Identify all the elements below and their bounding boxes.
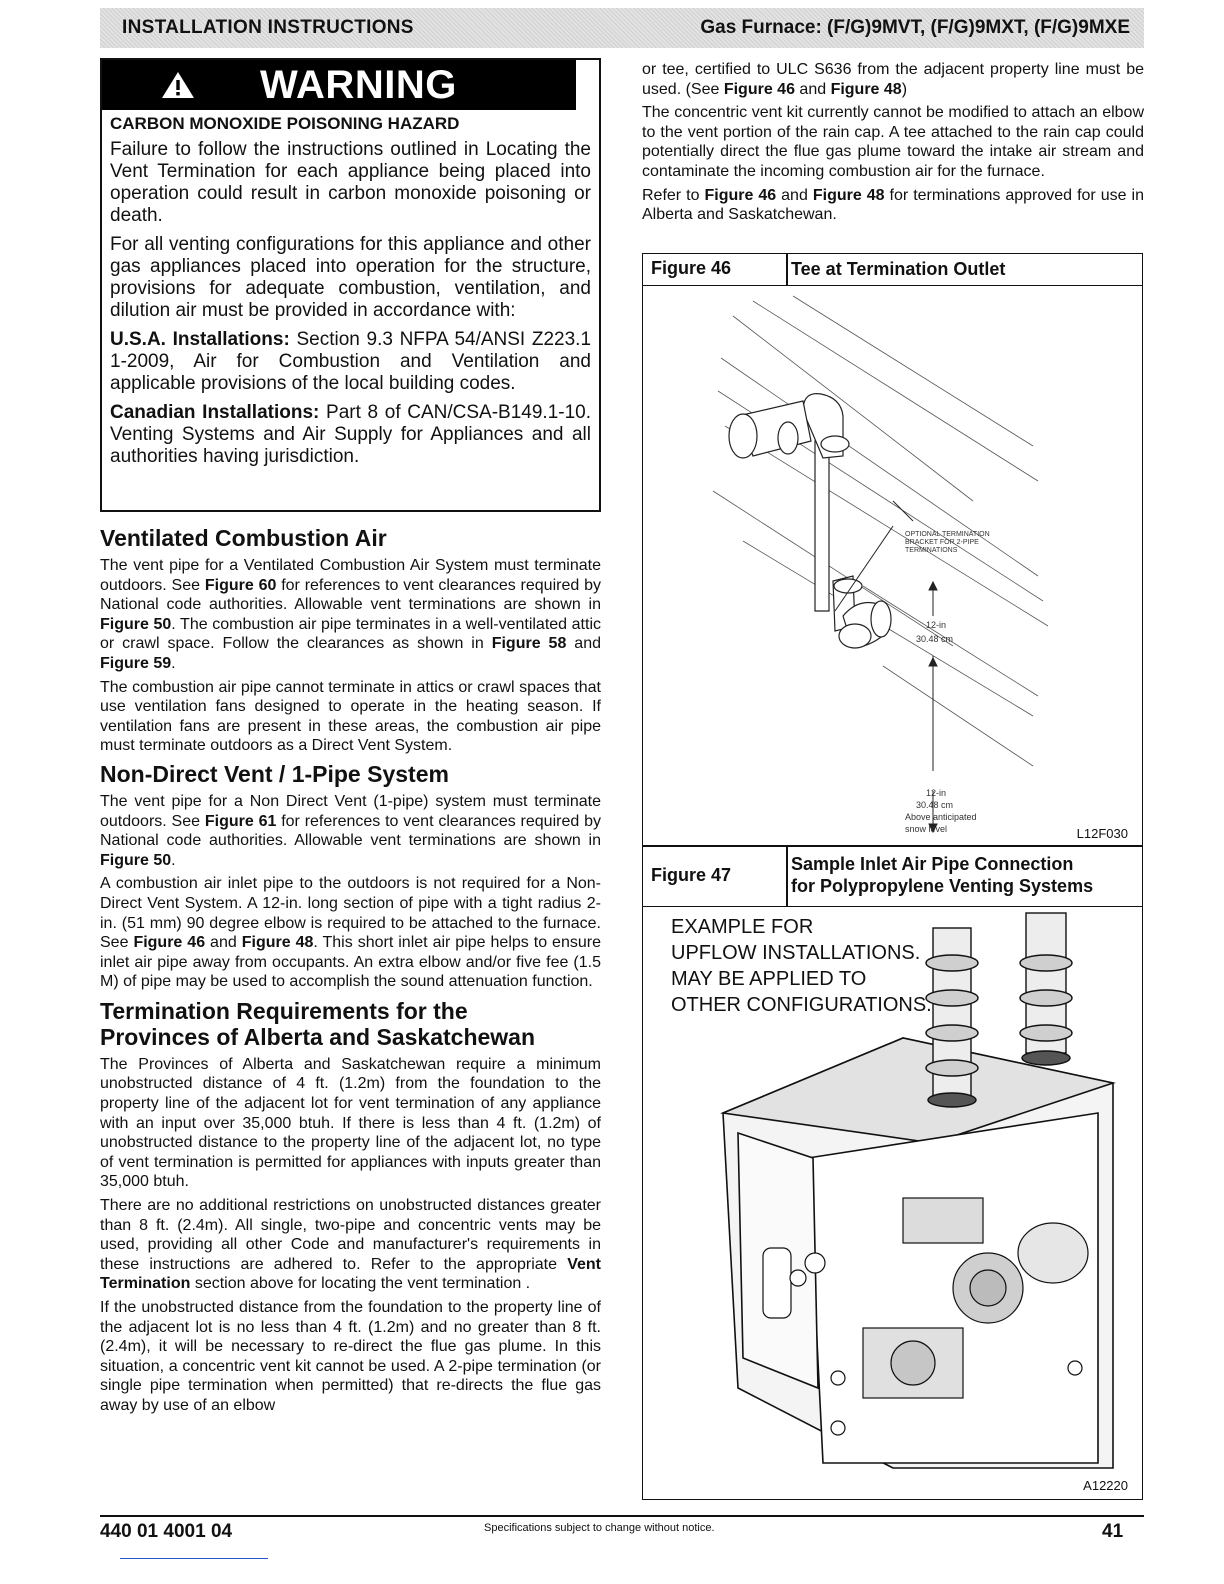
usa-text: Section 9.3 NFPA 54/ANSI Z223.1 1-2009, Air for Combustion and Ventilation and applicable provisions of the local building codes. — [110, 329, 592, 394]
dimension-label: 12-in — [926, 620, 947, 630]
figure-47 — [642, 845, 1143, 1500]
page-header — [100, 8, 1144, 48]
usa-installations — [110, 329, 591, 395]
warning-banner — [102, 60, 576, 110]
bracket-label: TERMINATIONS — [905, 547, 958, 554]
figure-47-code: A12220 — [1083, 1478, 1128, 1493]
usa-label: U.S.A. Installations: — [110, 329, 290, 350]
footer-rule — [100, 1515, 1144, 1517]
body-paragraph: Refer to Figure 46 and Figure 48 for terminations approved for use in Alberta and Saskatchewan. — [642, 186, 1144, 224]
section-heading-nondirect: Non-Direct Vent / 1-Pipe System — [100, 760, 449, 787]
dimension-label: 30.48 cm — [916, 800, 954, 810]
warning-title: WARNING — [260, 63, 457, 107]
figure-reference: Figure 50 — [100, 851, 172, 869]
body-paragraph: The Provinces of Alberta and Saskatchewan require a minimum unobstructed distance of 4 ft. (1.2m) from the foundation to the property line of the adjacent lot for vent termination of any appliance with an input over 35,000 btuh. If there is less than 4 ft. (1.2m) of unobstructed distance to the property line of the adjacent lot, no type of vent termination is permitted for appliances with inputs greater than 35,000 btuh. — [100, 1055, 601, 1191]
figure-47-title: Sample Inlet Air Pipe Connection for Polypropylene Venting Systems — [791, 854, 1094, 896]
header-left-title: INSTALLATION INSTRUCTIONS — [122, 17, 414, 38]
page-number: 41 — [1102, 1521, 1124, 1542]
figure-reference: Figure 46 — [723, 80, 795, 98]
body-paragraph: The vent pipe for a Non Direct Vent (1-pipe) system must terminate outdoors. See Figure 61 for references to vent clearances required by National code authorities. Allowable vent terminations are shown in Figure 50. — [100, 792, 601, 869]
footer-link-underline — [120, 1558, 268, 1559]
canada-label: Canadian Installations: — [110, 402, 320, 423]
bracket-label: OPTIONAL TERMINATION — [905, 531, 990, 538]
figure-46-number: Figure 46 — [651, 258, 732, 278]
body-paragraph: The vent pipe for a Ventilated Combustion Air System must terminate outdoors. See Figure 60 for references to vent clearances required by National code authorities. Allowable vent terminations are shown in Figure 50. The combustion air pipe terminates in a well-ventilated attic or crawl space. Follow the clearances as shown in Figure 58 and Figure 59. — [100, 557, 602, 672]
snow-note: snow level — [905, 824, 948, 834]
body-paragraph: The combustion air pipe cannot terminate in attics or crawl spaces that use ventilation fans designed to operate in the heating season. If ventilation fans are present in these areas, the combustion air pipe must terminate outdoors as a Direct Vent System. — [100, 678, 601, 755]
left-column — [100, 58, 601, 1420]
figure-reference: Figure 59 — [100, 654, 172, 672]
figure-46-code: L12F030 — [1076, 826, 1128, 841]
part-number: 440 01 4001 04 — [100, 1521, 233, 1542]
figure-47-header — [643, 846, 1142, 907]
figure-47-notes — [671, 916, 932, 1016]
figure-reference: Figure 61 — [204, 812, 277, 830]
figure-46 — [642, 253, 1143, 847]
figure-47-number: Figure 47 — [651, 865, 732, 885]
figure-reference: Figure 48 — [830, 80, 902, 98]
warning-paragraph: For all venting configurations for this appliance and other gas appliances placed into operation for the structure, provisions for adequate combustion, ventilation, and dilution air must be provided in accordance with: — [110, 234, 591, 321]
right-column — [642, 60, 1144, 229]
canadian-installations — [110, 402, 591, 468]
example-note: UPFLOW INSTALLATIONS. — [671, 942, 921, 964]
hazard-heading: CARBON MONOXIDE POISONING HAZARD — [110, 114, 460, 133]
warning-triangle-icon — [160, 70, 196, 100]
dimension-label: 30.48 cm — [916, 634, 954, 644]
body-paragraph: If the unobstructed distance from the foundation to the property line of the adjacent lot is no less than 4 ft. (1.2m) and no greater than 8 ft. (2.4m), it will be necessary to re-direct the flue gas plume. In this situation, a concentric vent kit cannot be used. A 2-pipe termination (or single pipe termination when permitted) that re-directs the flue gas away by use of an elbow — [100, 1299, 601, 1414]
spec-notice: Specifications subject to change without notice. — [484, 1522, 715, 1534]
pipe-assembly — [729, 394, 891, 648]
wall-hatch-lines — [713, 296, 1048, 766]
dimension-label: 12-in — [926, 788, 947, 798]
example-note: MAY BE APPLIED TO — [671, 968, 867, 990]
figure-reference: Figure 48 — [812, 186, 885, 204]
vent-termination-reference: Vent Termination — [100, 1255, 601, 1293]
body-paragraph: There are no additional restrictions on unobstructed distances greater than 8 ft. (2.4m). All single, two-pipe and concentric vents may be used, providing all other Code and manufacturer's requirements in these instructions are adhered to. Refer to the appropriate Vent Termination section above for locating the vent termination . — [100, 1197, 601, 1293]
figure-reference: Figure 46 — [704, 186, 777, 204]
body-paragraph: or tee, certified to ULC S636 from the adjacent property line must be used. (See Figure 46 and Figure 48) — [642, 61, 1144, 98]
warning-box — [100, 58, 601, 512]
figure-reference: Figure 46 — [133, 934, 206, 952]
furnace-inlet-diagram — [643, 908, 1142, 1498]
figure-reference: Figure 48 — [241, 934, 314, 952]
section-heading-ventilated: Ventilated Combustion Air — [100, 525, 387, 551]
figure-46-header — [643, 254, 1142, 286]
bracket-label: BRACKET FOR 2-PIPE — [905, 539, 979, 546]
figure-46-title: Tee at Termination Outlet — [791, 259, 1006, 279]
body-paragraph: The concentric vent kit currently cannot be modified to attach an elbow to the vent portion of the rain cap. A tee attached to the rain cap could potentially direct the flue gas plume toward the intake air stream and contaminate the incoming combustion air for the furnace. — [642, 104, 1144, 180]
body-paragraph: A combustion air inlet pipe to the outdoors is not required for a Non-Direct Vent System. A 12-in. long section of pipe with a tight radius 2-in. (51 mm) 90 degree elbow is required to be attached to the furnace. See Figure 46 and Figure 48. This short inlet air pipe helps to ensure inlet air pipe away from occupants. An extra elbow and/or five fee (1.5 M) of pipe may be used to accomplish the sound attenuation function. — [100, 875, 601, 991]
figure-reference: Figure 60 — [204, 576, 277, 594]
example-note: OTHER CONFIGURATIONS. — [671, 994, 932, 1016]
warning-paragraph: Failure to follow the instructions outlined in Locating the Vent Termination for each appliance being placed into operation could result in carbon monoxide poisoning or death. — [110, 139, 591, 226]
header-right-title: Gas Furnace: (F/G)9MVT, (F/G)9MXT, (F/G)9MXE — [700, 17, 1130, 38]
canada-text: Part 8 of CAN/CSA-B149.1-10. Venting Systems and Air Supply for Appliances and all authorities having jurisdiction. — [110, 402, 592, 467]
snow-note: Above anticipated — [905, 812, 977, 822]
figure-reference: Figure 50 — [100, 615, 172, 633]
figure-reference: Figure 58 — [491, 635, 567, 653]
tee-termination-diagram — [643, 286, 1142, 845]
example-note: EXAMPLE FOR — [671, 916, 814, 938]
section-heading-termination: Termination Requirements for the Provinces of Alberta and Saskatchewan — [100, 997, 536, 1050]
